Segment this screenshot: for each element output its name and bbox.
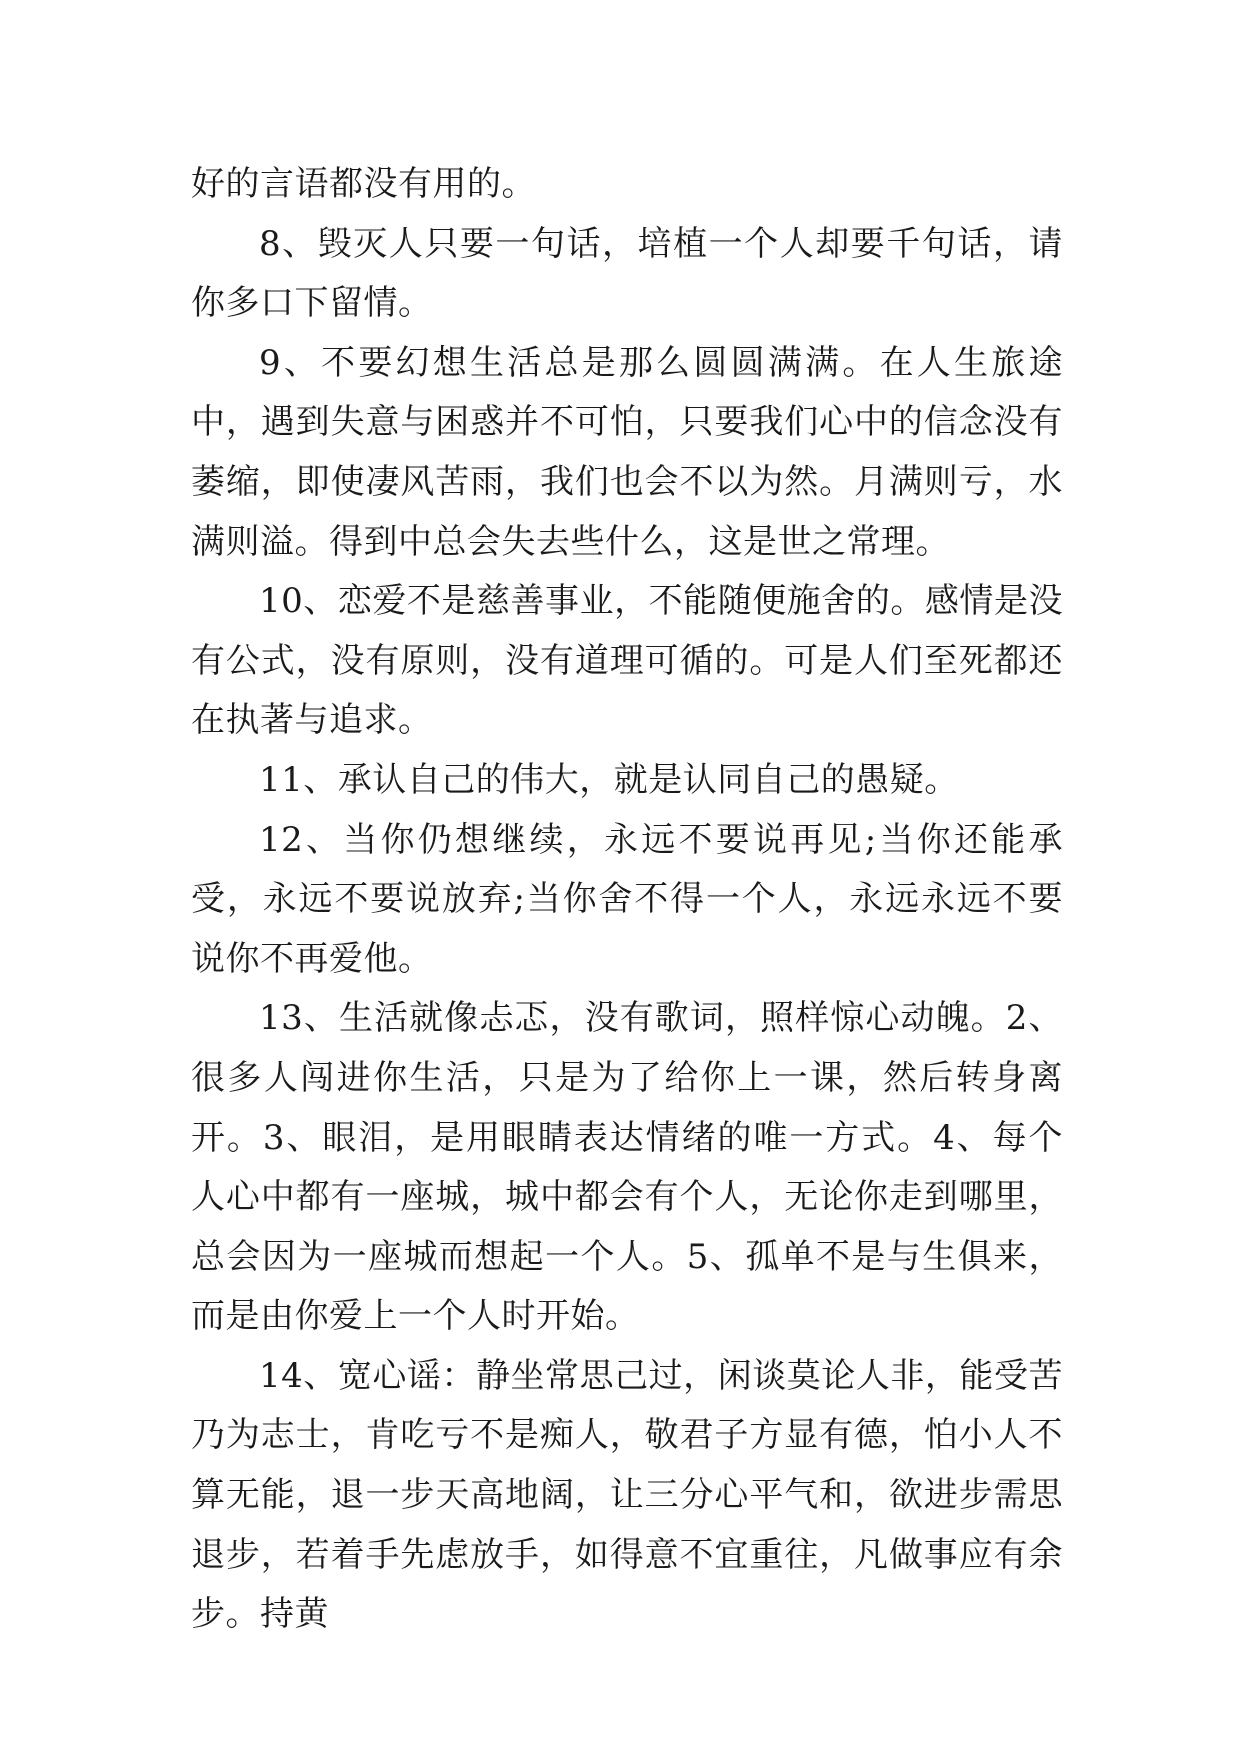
paragraph-item-14: 14、宽心谣：静坐常思己过，闲谈莫论人非，能受苦乃为志士，肯吃亏不是痴人，敬君子方显有德，怕小人不算无能，退一步天高地阔，让三分心平气和，欲进步需思退步，若着手先虑放手，如得意不宜重往，凡做事应有余步。持黄 — [191, 1355, 1063, 1635]
paragraph-item-11: 11、承认自己的伟大，就是认同自己的愚疑。 — [259, 759, 959, 800]
paragraph-item-13: 13、生活就像忐忑，没有歌词，照样惊心动魄。2、很多人闯进你生活，只是为了给你上一课，然后转身离开。3、眼泪，是用眼睛表达情绪的唯一方式。4、每个人心中都有一座城，城中都会有个人，无论你走到哪里，总会因为一座城而想起一个人。5、孤单不是与生俱来，而是由你爱上一个人时开始。 — [191, 998, 1063, 1337]
paragraph-item-12: 12、当你仍想继续，永远不要说再见;当你还能承受，永远不要说放弃;当你舍不得一个人，永远永远不要说你不再爱他。 — [191, 819, 1063, 979]
paragraph-continued: 好的言语都没有用的。 — [191, 164, 536, 204]
paragraph-item-10: 10、恋爱不是慈善事业，不能随便施舍的。感情是没有公式，没有原则，没有道理可循的。可是人们至死都还在执著与追求。 — [191, 581, 1063, 741]
document-body — [191, 155, 1063, 1645]
paragraph-item-9: 9、不要幻想生活总是那么圆圆满满。在人生旅途中，遇到失意与困惑并不可怕，只要我们心中的信念没有萎缩，即使凄风苦雨，我们也会不以为然。月满则亏，水满则溢。得到中总会失去些什么，这是世之常理。 — [191, 342, 1063, 562]
paragraph-item-8: 8、毁灭人只要一句话，培植一个人却要千句话，请你多口下留情。 — [191, 223, 1063, 324]
